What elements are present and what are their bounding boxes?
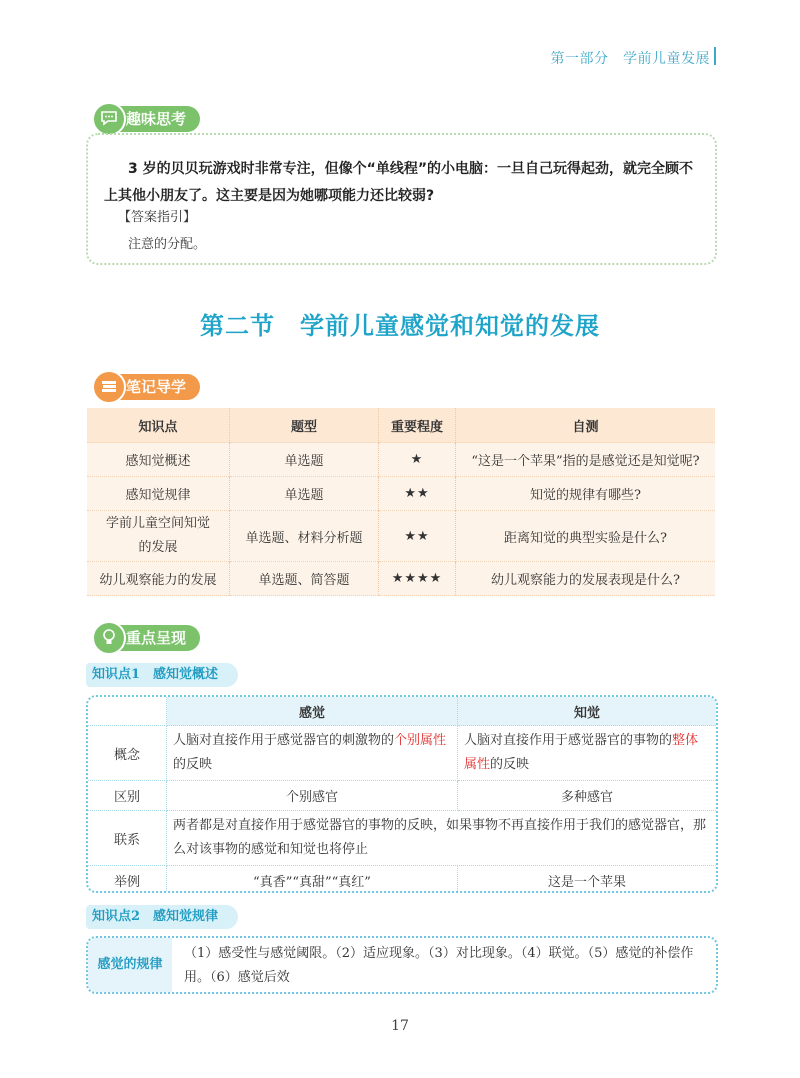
cell-type: 单选题、材料分析题 [230,511,379,562]
cell-type: 单选题、简答题 [230,562,379,596]
study-guide-table [87,408,715,596]
row-label: 概念 [88,726,167,781]
speech-bubble-icon [92,102,126,136]
law-text: （1）感受性与感觉阈限。（2）适应现象。（3）对比现象。（4）联觉。（5）感觉的补偿作用。（6）感觉后效 [184,946,694,985]
cell-type: 单选题 [230,477,379,511]
header-perception: 知觉 [458,697,717,726]
think-tag [94,106,200,132]
cell-selftest: “这是一个苹果”指的是感觉还是知觉呢? [456,443,716,477]
header-cell: 题型 [230,408,379,443]
concept-sensation: 人脑对直接作用于感觉器官的刺激物的个别属性的反映 [167,726,458,781]
table-row [87,562,715,596]
cell-type: 单选题 [230,443,379,477]
guide-tag [94,374,200,400]
header-empty [88,697,167,726]
table-row [87,443,715,477]
cell-importance: ★★ [379,511,456,562]
think-question: 3 岁的贝贝玩游戏时非常专注，但像个“单线程”的小电脑：一旦自己玩得起劲，就完全顾不上其他小朋友了。这主要是因为她哪项能力还比较弱? [104,161,694,204]
header-cell: 重要程度 [379,408,456,443]
table-row-example [88,866,716,894]
knowledge-point-1-label: 知识点1 感知觉概述 [86,663,238,687]
page-number: 17 [391,1018,409,1034]
knowledge-point-2-label: 知识点2 感知觉规律 [86,905,238,929]
header-bar [714,47,716,65]
highlight-text: 整体属性 [464,733,699,772]
cell-importance: ★★ [379,477,456,511]
header-cell: 知识点 [87,408,230,443]
table-row-difference [88,781,716,811]
table-row [87,477,715,511]
example-sensation: “真香”“真甜”“真红” [167,866,458,894]
header-cell: 自测 [456,408,716,443]
answer-label: 【答案指引】 [118,210,197,225]
cell-topic: 感知觉概述 [87,443,230,477]
table-header-row [88,697,716,726]
running-header: 第一部分 学前儿童发展 [550,51,710,67]
focus-tag-label: 重点呈现 [126,629,187,647]
law-label: 感觉的规律 [88,938,172,992]
cell-topic: 感知觉规律 [87,477,230,511]
table-header-row [87,408,715,443]
cell-importance: ★ [379,443,456,477]
header-sensation: 感觉 [167,697,458,726]
example-perception: 这是一个苹果 [547,875,626,890]
link-text: 两者都是对直接作用于感觉器官的事物的反映，如果事物不再直接作用于我们的感觉器官，那么对该事物的感觉和知觉也将停止 [167,811,717,866]
table-row-link [88,811,716,866]
concept-perception: 人脑对直接作用于感觉器官的事物的整体属性的反映 [458,726,717,781]
diff-sensation: 个别感官 [167,781,458,811]
cell-selftest: 知觉的规律有哪些? [456,477,716,511]
row-label: 联系 [88,811,167,866]
cell-importance: ★★★★ [379,562,456,596]
think-tag-label: 趣味思考 [126,110,187,128]
focus-tag [94,625,200,651]
section-title: 第二节 学前儿童感觉和知觉的发展 [200,312,600,340]
sensation-law-box [86,936,718,994]
table-row-concept [88,726,716,781]
table-row [87,511,715,562]
cell-topic: 幼儿观察能力的发展 [87,562,230,596]
cell-selftest: 距离知觉的典型实验是什么? [456,511,716,562]
guide-tag-label: 笔记导学 [126,378,187,396]
diff-perception: 多种感官 [458,781,717,811]
cell-topic: 学前儿童空间知觉的发展 [87,511,230,562]
row-label: 区别 [88,781,167,811]
books-icon [92,370,126,404]
sensation-perception-table [86,695,718,893]
row-label: 举例 [88,866,167,894]
answer-text: 注意的分配。 [128,237,207,252]
cell-selftest: 幼儿观察能力的发展表现是什么? [456,562,716,596]
highlight-text: 个别属性 [394,733,447,748]
lightbulb-icon [92,621,126,655]
